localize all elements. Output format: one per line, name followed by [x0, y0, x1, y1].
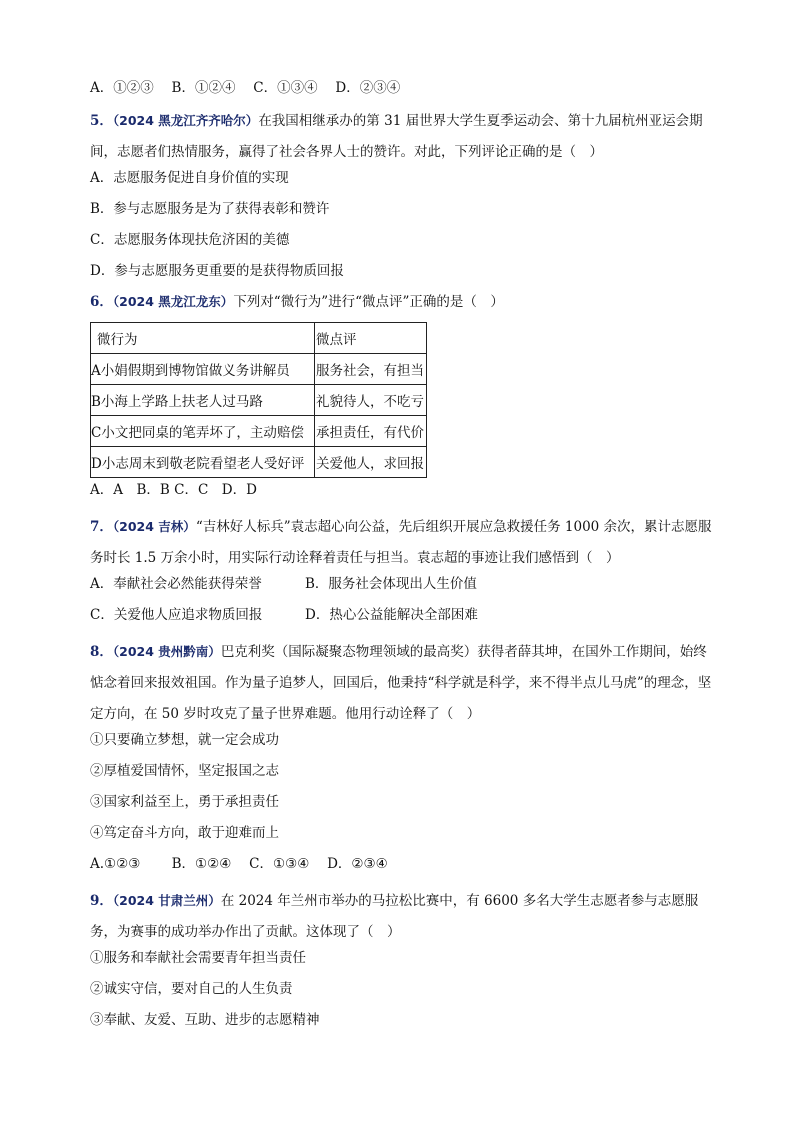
- q7-source: （2024 吉林）: [112, 519, 196, 534]
- q9-item-3: ③奉献、友爱、互助、进步的志愿精神: [90, 1012, 320, 1028]
- exam-page: [90, 78, 720, 1041]
- q8-item-2: ②厚植爱国情怀，坚定报国之志: [90, 763, 279, 779]
- table-header-cell: 微行为: [91, 323, 315, 354]
- q9-stem: [90, 885, 720, 948]
- q7-option-c: C．关爱他人应追求物质回报: [90, 607, 263, 623]
- q7-option-d: D．热心公益能解决全部困难: [305, 607, 478, 623]
- q7-number: 7．: [90, 519, 113, 535]
- table-header-row: [91, 323, 427, 354]
- q9-item-1: ①服务和奉献社会需要青年担当责任: [90, 950, 306, 966]
- table-row: [91, 447, 427, 478]
- q5-text: 在我国相继承办的第 31 届世界大学生夏季运动会、第十九届杭州亚运会期间，志愿者们热情服务，赢得了社会各界人士的赞许。对此，下列评论正确的是（ ）: [90, 113, 703, 160]
- q5-option-d: D．参与志愿服务更重要的是获得物质回报: [90, 263, 344, 279]
- q7-text: “吉林好人标兵”袁志超心向公益，先后组织开展应急救援任务 1000 余次，累计志愿服务时长 1.5 万余小时，用实际行动诠释着责任与担当。袁志超的事迹让我们感悟到（ ）: [90, 519, 712, 566]
- q6-table-wrap: [90, 322, 720, 480]
- q5-number: 5．: [90, 113, 113, 129]
- q8-options: A.①②③ B．①②④ C．①③④ D．②③④: [90, 856, 388, 872]
- q8-text: 巴克利奖（国际凝聚态物理领域的最高奖）获得者薛其坤，在国外工作期间，始终惦念着回来报效祖国。作为量子追梦人，回国后，他秉持“科学就是科学，来不得半点儿马虎”的理念，坚定方向，在 50 岁时攻克了量子世界难题。他用行动诠释了（ ）: [90, 644, 712, 722]
- q5-stem: [90, 105, 720, 168]
- q6-number: 6．: [90, 294, 113, 310]
- table-cell: A小娟假期到博物馆做义务讲解员: [91, 354, 315, 385]
- q9-source: （2024 甘肃兰州）: [112, 893, 221, 908]
- q5-option-a: A．志愿服务促进自身价值的实现: [90, 170, 289, 186]
- q5-option-b: B．参与志愿服务是为了获得表彰和赞许: [90, 201, 330, 217]
- table-row: [91, 385, 427, 416]
- q8-source: （2024 贵州黔南）: [112, 644, 221, 659]
- q6-source: （2024 黑龙江龙东）: [112, 294, 234, 309]
- q7-option-a: A．奉献社会必然能获得荣誉: [90, 576, 262, 592]
- q9-number: 9．: [90, 893, 113, 909]
- table-header-cell: 微点评: [315, 323, 427, 354]
- q7-options-row-1: [90, 574, 720, 605]
- q8-item-1: ①只要确立梦想，就一定会成功: [90, 732, 279, 748]
- q5-source: （2024 黑龙江齐齐哈尔）: [112, 113, 259, 128]
- q6-stem: [90, 292, 720, 318]
- table-row: [91, 416, 427, 447]
- q7-option-b: B．服务社会体现出人生价值: [305, 576, 477, 592]
- q9-item-2: ②诚实守信，要对自己的人生负责: [90, 981, 293, 997]
- q4-options: A．①②③ B．①②④ C．①③④ D．②③④: [90, 80, 401, 96]
- q6-options: A．A B．B C．C D．D: [90, 482, 257, 498]
- q5-option-c: C．志愿服务体现扶危济困的美德: [90, 232, 290, 248]
- q8-stem: [90, 636, 720, 730]
- q8-number: 8．: [90, 644, 113, 660]
- table-cell: 服务社会，有担当: [315, 354, 427, 385]
- q7-options-row-2: [90, 605, 720, 636]
- q6-text: 下列对“微行为”进行“微点评”正确的是（ ）: [233, 294, 504, 310]
- table-cell: 关爱他人，求回报: [315, 447, 427, 478]
- table-cell: 承担责任，有代价: [315, 416, 427, 447]
- table-cell: B小海上学路上扶老人过马路: [91, 385, 315, 416]
- q8-item-3: ③国家利益至上，勇于承担责任: [90, 794, 279, 810]
- q7-stem: [90, 511, 720, 574]
- q6-table: [90, 322, 427, 478]
- table-cell: 礼貌待人，不吃亏: [315, 385, 427, 416]
- table-row: [91, 354, 427, 385]
- q9-text: 在 2024 年兰州市举办的马拉松比赛中，有 6600 多名大学生志愿者参与志愿服务，为赛事的成功举办作出了贡献。这体现了（ ）: [90, 893, 699, 940]
- table-cell: D小志周末到敬老院看望老人受好评: [91, 447, 315, 478]
- table-cell: C小文把同桌的笔弄坏了，主动赔偿: [91, 416, 315, 447]
- q8-item-4: ④笃定奋斗方向，敢于迎难而上: [90, 825, 279, 841]
